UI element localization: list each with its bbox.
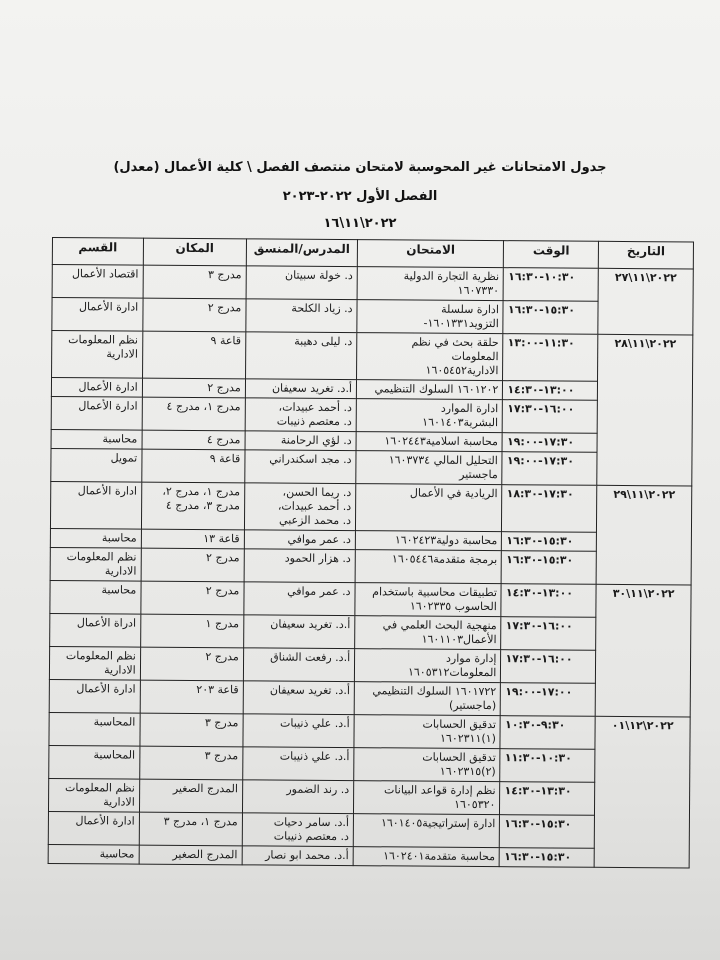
- exam-place: مدرج ٣: [140, 713, 243, 747]
- table-row: [52, 331, 693, 382]
- exam-instructor: د. هزار الحمود: [244, 549, 356, 583]
- exam-name: ١٦٠١٢٠٢ السلوك التنظيمي: [356, 380, 502, 400]
- exam-department: المحاسبة: [49, 745, 140, 779]
- exam-place: مدرج ٢: [141, 548, 244, 582]
- exam-name: تطبيقات محاسبية باستخدام الحاسوب ١٦٠٢٣٣٥: [355, 583, 502, 617]
- exam-department: ادارة الأعمال: [50, 481, 141, 529]
- exam-department: المحاسبة: [49, 712, 140, 746]
- table-row: [52, 265, 693, 302]
- exam-department: ادراة الأعمال: [50, 613, 141, 647]
- exam-department: ادارة الأعمال: [51, 378, 142, 398]
- table-row: [50, 547, 691, 584]
- exam-time: ١٣:٣٠-١٤:٣٠: [500, 782, 595, 816]
- exam-department: نظم المعلومات الادارية: [48, 778, 139, 812]
- exam-department: ادارة الأعمال: [48, 811, 139, 845]
- exam-time: ١٧:٣٠-١٩:٠٠: [502, 433, 597, 453]
- header-place: المكان: [143, 238, 246, 266]
- exam-department: تمويل: [51, 448, 142, 482]
- exam-time: ١٧:٣٠-١٨:٣٠: [502, 485, 597, 533]
- exam-place: مدرج ١: [140, 614, 243, 648]
- exam-instructor: أ.د. محمد ابو نصار: [242, 846, 353, 866]
- exam-time: ١٦:٠٠-١٧:٣٠: [501, 650, 596, 684]
- table-row: [49, 712, 690, 749]
- exam-name: تدقيق الحسابات (٢)١٦٠٢٣١٥: [354, 748, 501, 782]
- exam-place: مدرج ٣: [143, 265, 246, 299]
- exam-schedule-table: [48, 237, 694, 868]
- exam-date: ٢٠٢٢\١١\٣٠: [595, 584, 691, 717]
- exam-name: ١٦٠١٧٢٢ السلوك التنظيمي (ماجستير): [354, 682, 501, 716]
- exam-instructor: أ.د. رفعت الشناق: [243, 648, 355, 682]
- header-time: الوقت: [504, 241, 599, 269]
- table-row: [50, 481, 691, 532]
- table-row: [49, 679, 690, 716]
- exam-name: نظرية التجارة الدولية ١٦٠٧٣٣٠: [357, 267, 504, 301]
- header-department: القسم: [52, 238, 143, 266]
- table-row: [50, 613, 691, 650]
- exam-name: ادارة سلسلة التزويد١٦٠١٣٣١-: [357, 300, 504, 334]
- exam-place: مدرج ٢: [141, 581, 244, 615]
- header-instructor: المدرس/المنسق: [246, 239, 357, 267]
- table-row: [52, 298, 693, 335]
- header-date: التاريخ: [598, 241, 693, 269]
- exam-name: ادارة إستراتيجية١٦٠١٤٠٥: [353, 814, 500, 848]
- exam-department: ادارة الأعمال: [51, 396, 142, 430]
- exam-place: مدرج ٤: [142, 430, 245, 450]
- exam-place: مدرج ١، مدرج ٤: [142, 397, 245, 431]
- exam-instructor: أ.د. سامر دحيات د. معتصم ذنيبات: [242, 813, 354, 847]
- table-row: [51, 448, 692, 485]
- exam-name: تدقيق الحسابات (١)١٦٠٢٣١١: [354, 715, 501, 749]
- exam-name: ادارة الموارد البشرية١٦٠١٤٠٣: [356, 399, 503, 433]
- exam-department: نظم المعلومات الادارية: [52, 331, 143, 379]
- exam-instructor: أ.د. تغريد سعيفان: [245, 379, 356, 399]
- exam-time: ١٥:٣٠-١٦:٣٠: [503, 301, 598, 335]
- exam-instructor: د. لؤي الرحامنة: [245, 431, 356, 451]
- exam-time: ١٦:٠٠-١٧:٣٠: [501, 617, 596, 651]
- exam-place: المدرج الصغير: [139, 845, 242, 865]
- exam-instructor: أ.د. تغريد سعيفان: [243, 681, 355, 715]
- exam-time: ١٣:٠٠-١٤:٣٠: [503, 381, 598, 401]
- exam-instructor: د. عمر موافي: [244, 582, 356, 616]
- exam-department: محاسبة: [51, 429, 142, 449]
- table-row: [48, 811, 689, 848]
- exam-place: مدرج ٣: [139, 746, 242, 780]
- exam-time: ١٠:٣٠-١٦:٣٠: [503, 268, 598, 302]
- exam-time: ١٥:٣٠-١٦:٣٠: [502, 532, 597, 552]
- exam-time: ١٥:٣٠-١٦:٣٠: [500, 815, 595, 849]
- exam-name: نظم إدارة قواعد البيانات ١٦٠٥٣٢٠: [354, 781, 501, 815]
- exam-name: محاسبة دولية١٦٠٢٤٢٣: [355, 531, 501, 551]
- exam-name: التحليل المالي ١٦٠٣٧٣٤ ماجستير: [356, 451, 503, 485]
- exam-date: ٢٠٢٢\١١\٢٧: [598, 268, 693, 335]
- exam-date: ٢٠٢٢\١١\٢٩: [596, 485, 691, 585]
- exam-time: ٩:٣٠-١٠:٣٠: [500, 716, 595, 750]
- exam-instructor: د. عمر موافي: [244, 530, 355, 550]
- exam-time: ١٧:٠٠-١٩:٠٠: [501, 683, 596, 717]
- exam-name: محاسبة متقدمة١٦٠٢٤٠١: [353, 847, 499, 867]
- exam-place: قاعة ٩: [142, 331, 245, 379]
- exam-place: قاعة ١٣: [141, 529, 244, 549]
- exam-instructor: د. زياد الكلحة: [246, 299, 358, 333]
- exam-place: مدرج ٢: [143, 298, 246, 332]
- exam-place: مدرج ١، مدرج ٣: [139, 812, 242, 846]
- exam-department: ادارة الأعمال: [52, 298, 143, 332]
- exam-instructor: د. ريما الحسن، د. أحمد عبيدات، د. محمد الزعبي: [244, 483, 356, 531]
- exam-time: ١٥:٣٠-١٦:٣٠: [500, 848, 595, 868]
- exam-time: ١٣:٠٠-١٤:٣٠: [501, 584, 596, 618]
- exam-department: ادارة الأعمال: [49, 679, 140, 713]
- exam-time: ١٦:٠٠-١٧:٣٠: [503, 400, 598, 434]
- table-row: [48, 844, 689, 867]
- exam-time: ١٠:٣٠-١١:٣٠: [500, 749, 595, 783]
- exam-instructor: د. خولة سبيتان: [246, 266, 358, 300]
- exam-department: نظم المعلومات الادارية: [49, 646, 140, 680]
- exam-name: الريادية في الأعمال: [356, 484, 503, 532]
- exam-department: اقتصاد الأعمال: [52, 265, 143, 299]
- exam-instructor: أ.د. علي ذنيبات: [242, 747, 354, 781]
- exam-time: ١١:٣٠-١٣:٠٠: [503, 334, 598, 382]
- exam-date: ٢٠٢٢\١٢\٠١: [594, 716, 690, 868]
- issue-date: ٢٠٢٢\١١\١٦: [323, 216, 397, 231]
- exam-name: منهجية البحث العلمي في الأعمال١٦٠١١٠٣: [355, 616, 502, 650]
- table-row: [51, 396, 692, 433]
- exam-name: محاسبة اسلامية١٦٠٢٤٤٣: [356, 432, 502, 452]
- exam-place: قاعة ٩: [142, 449, 245, 483]
- exam-name: برمجة متقدمة١٦٠٥٤٤٦: [355, 550, 502, 584]
- exam-instructor: د. ليلى دهيبة: [245, 332, 357, 380]
- exam-department: محاسبة: [48, 844, 139, 864]
- exam-instructor: أ.د. علي ذنيبات: [243, 714, 355, 748]
- header-exam: الامتحان: [357, 240, 504, 268]
- table-row: [48, 778, 689, 815]
- table-row: [49, 745, 690, 782]
- exam-instructor: أ.د. تغريد سعيفان: [243, 615, 355, 649]
- table-body: [48, 265, 693, 868]
- exam-department: نظم المعلومات الادارية: [50, 547, 141, 581]
- table-row: [49, 646, 690, 683]
- document-title: جدول الامتحانات غير المحوسبة لامتحان منتصف الفصل \ كلية الأعمال (معدل): [113, 160, 607, 175]
- exam-time: ١٥:٣٠-١٦:٣٠: [501, 551, 596, 585]
- exam-place: مدرج ١، مدرج ٢، مدرج ٣، مدرج ٤: [141, 482, 244, 530]
- document-header: [0, 150, 720, 231]
- table-row: [50, 580, 691, 617]
- exam-instructor: د. رند الضمور: [242, 780, 354, 814]
- exam-place: قاعة ٢٠٣: [140, 680, 243, 714]
- exam-department: محاسبة: [50, 580, 141, 614]
- exam-name: إدارة موارد المعلومات١٦٠٥٣١٢: [354, 649, 501, 683]
- semester-label: الفصل الأول ٢٠٢٢-٢٠٢٣: [282, 189, 438, 204]
- exam-instructor: د. مجد اسكندراني: [245, 450, 357, 484]
- exam-time: ١٧:٣٠-١٩:٠٠: [502, 452, 597, 486]
- exam-place: مدرج ٢: [140, 647, 243, 681]
- exam-name: حلقة بحث في نظم المعلومات الادارية١٦٠٥٤٥٢: [357, 333, 504, 381]
- exam-department: محاسبة: [50, 528, 141, 548]
- exam-date: ٢٠٢٢\١١\٢٨: [597, 334, 693, 486]
- exam-place: مدرج ٢: [142, 378, 245, 398]
- exam-instructor: د. أحمد عبيدات، د. معتصم ذنيبات: [245, 398, 357, 432]
- exam-place: المدرج الصغير: [139, 779, 242, 813]
